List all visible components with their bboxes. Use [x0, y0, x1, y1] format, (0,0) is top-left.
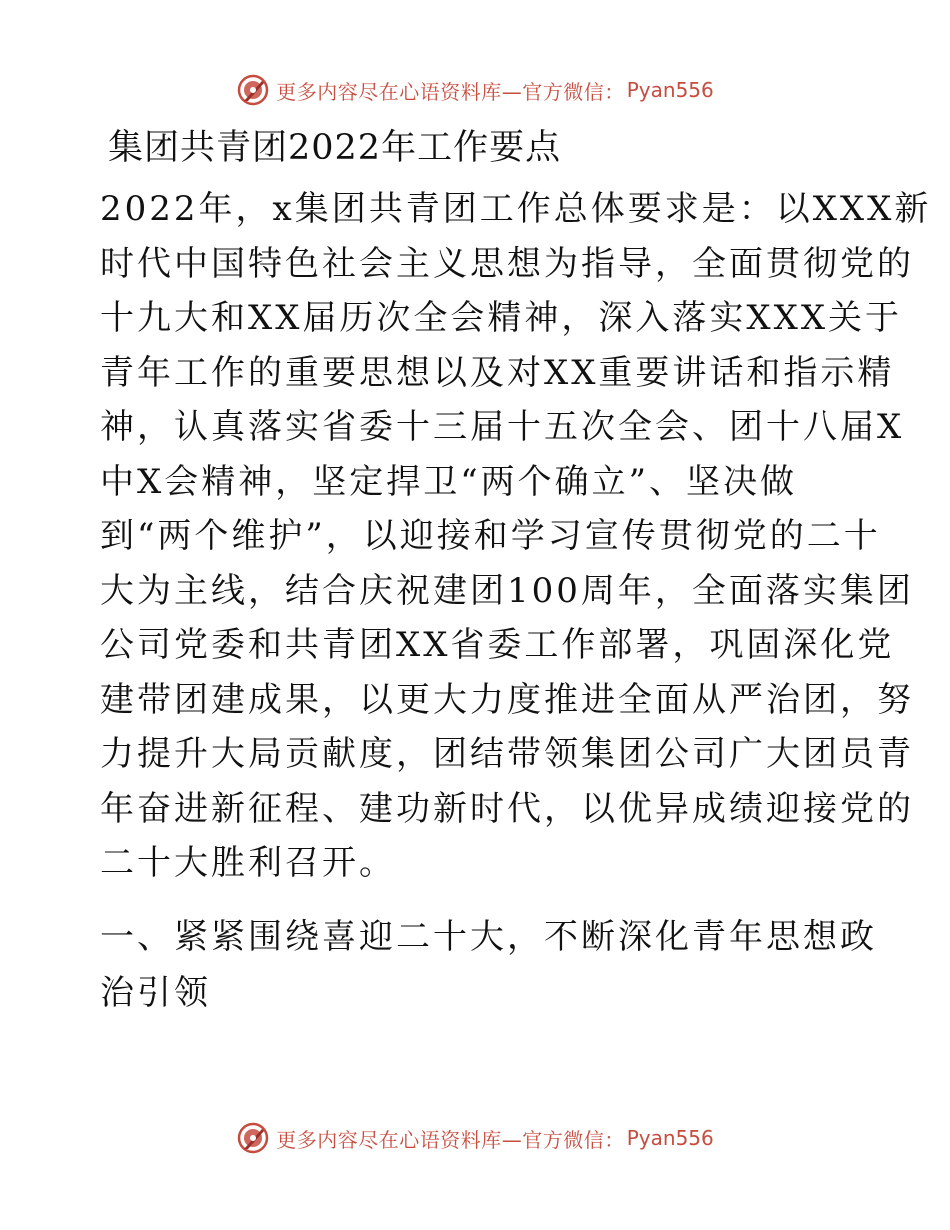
- paragraph-line: 中X会精神，坚定捍卫“两个确立”、坚决做: [100, 461, 797, 502]
- paragraph-line: 大为主线，结合庆祝建团100周年，全面落实集团: [100, 570, 914, 611]
- paragraph-line: 公司党委和共青团XX省委工作部署，巩固深化党: [100, 625, 895, 665]
- paragraph-line: 二十大胜利召开。: [100, 843, 396, 883]
- heading-line: 一、紧紧围绕喜迎二十大，不断深化青年思想政: [100, 916, 877, 957]
- document-body: [100, 122, 932, 1021]
- section-heading: [100, 909, 877, 1021]
- footer-watermark: [0, 1118, 950, 1158]
- quill-seal-icon: [236, 1121, 270, 1155]
- paragraph-line: 建带团建成果，以更大力度推进全面从严治团，努: [100, 679, 914, 720]
- paragraph-line: 年奋进新征程、建功新时代，以优异成绩迎接党的: [100, 788, 914, 829]
- header-watermark: [0, 70, 950, 110]
- watermark-text: 更多内容尽在心语资料库—官方微信：: [276, 79, 625, 104]
- document-title: 集团共青团2022年工作要点: [108, 128, 562, 168]
- paragraph-line: 神，认真落实省委十三届十五次全会、团十八届X: [100, 407, 905, 447]
- intro-paragraph: [100, 182, 932, 891]
- quill-seal-icon: [236, 73, 270, 107]
- paragraph-line: 到“两个维护”，以迎接和学习宣传贯彻党的二十: [100, 516, 881, 556]
- paragraph-line: 时代中国特色社会主义思想为指导，全面贯彻党的: [100, 243, 914, 284]
- watermark-wechat-id: Pyan556: [626, 1126, 714, 1150]
- paragraph-line: 青年工作的重要思想以及对XX重要讲话和指示精: [100, 352, 895, 393]
- paragraph-line: 2022年，x集团共青团工作总体要求是：以XXX新: [100, 189, 932, 229]
- paragraph-line: 力提升大局贡献度，团结带领集团公司广大团员青: [100, 734, 914, 774]
- heading-line: 治引领: [100, 972, 211, 1013]
- paragraph-line: 十九大和XX届历次全会精神，深入落实XXX关于: [100, 298, 903, 338]
- watermark-text: 更多内容尽在心语资料库—官方微信：: [276, 1127, 625, 1152]
- watermark-wechat-id: Pyan556: [626, 78, 714, 102]
